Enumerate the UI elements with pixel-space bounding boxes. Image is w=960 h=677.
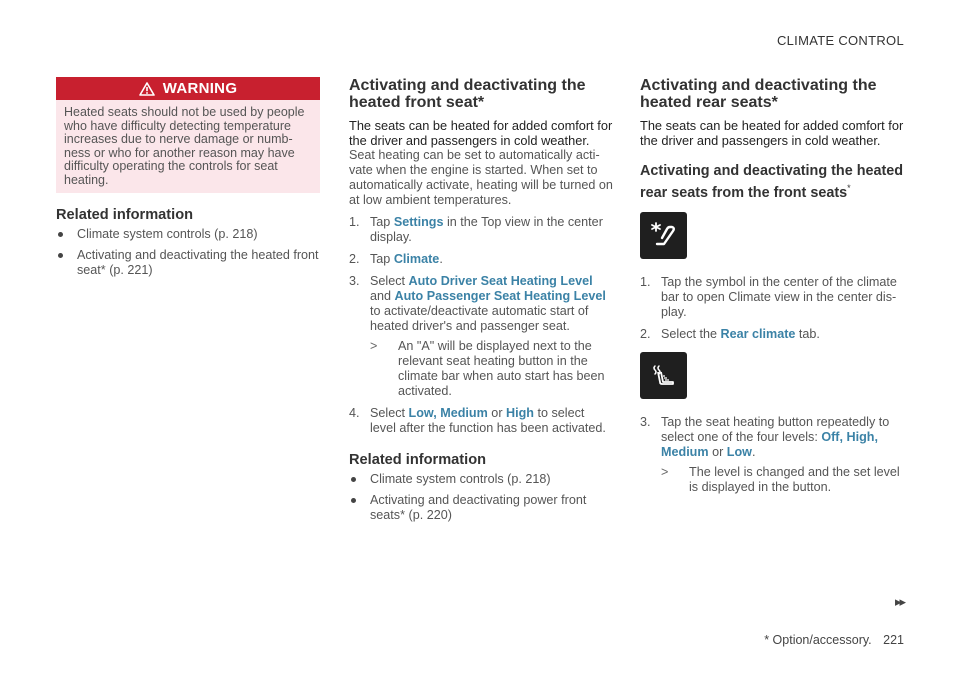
result-text: The level is changed and the set level is displayed in the button.	[689, 464, 900, 494]
ui-term: Auto Driver Seat Heating Level	[408, 274, 593, 288]
section-header: CLIMATE CONTROL	[776, 33, 904, 48]
related-heading: Related information	[349, 452, 487, 468]
warning-title: WARNING	[162, 80, 238, 97]
ui-term: Auto Passenger Seat Heating Level	[394, 289, 606, 303]
step-result	[661, 465, 910, 495]
step-number: 3.	[640, 414, 651, 429]
ui-term: Climate	[393, 252, 440, 266]
column-middle	[349, 77, 613, 529]
ui-term-separator: ,	[839, 429, 847, 444]
step-text: or	[487, 406, 507, 420]
step-3	[640, 415, 910, 495]
warning-triangle-icon	[139, 82, 155, 96]
ui-term: Medium	[661, 444, 709, 459]
next-page-arrows-icon[interactable]: ▸▸	[894, 594, 904, 609]
step-text: Select	[370, 274, 409, 288]
step-result	[370, 339, 613, 399]
step-text: Tap	[370, 215, 394, 229]
step-3	[349, 274, 613, 399]
column-left	[56, 77, 320, 284]
page-number: 221	[883, 633, 904, 647]
step-text: .	[751, 444, 756, 459]
step-text: and	[370, 289, 395, 303]
section-heading: Activating and deactivating the heated front seat*	[349, 77, 586, 111]
related-link[interactable]: Climate system controls (p. 218)	[349, 472, 613, 487]
related-heading: Related information	[56, 207, 194, 223]
step-text: Select	[370, 406, 409, 420]
step-text: to activate/deactivate automatic start of heated driver's and passenger seat.	[370, 304, 589, 333]
ui-term: Rear climate	[720, 326, 796, 341]
step-text: .	[439, 252, 443, 266]
step-1	[640, 275, 910, 320]
step-text: tab.	[795, 326, 820, 341]
body-text: Seat heating can be set to automatically activate when the engine is started. When set to automatically activate, heating will be turned on at low ambient temperatures.	[349, 148, 613, 207]
ui-term: Off	[821, 429, 840, 444]
lead-text: The seats can be heated for added comfort for the driver and passengers in cold weather.	[640, 118, 904, 148]
section-heading: Activating and deactivating the heated rear seats*	[640, 77, 877, 111]
step-text: or	[708, 444, 727, 459]
step-number: 3.	[349, 274, 360, 288]
ui-term-separator: ,	[874, 429, 878, 444]
result-text: An "A" will be displayed next to the relevant seat heating button in the climate bar when auto start has been activated.	[398, 339, 605, 398]
ui-term-separator: ,	[433, 406, 441, 420]
step-1	[349, 215, 613, 245]
related-list	[56, 227, 320, 278]
step-number: 1.	[640, 274, 651, 289]
step-4	[349, 406, 613, 436]
climate-seat-symbol-icon	[640, 212, 687, 259]
related-link[interactable]: Activating and deactivating the heated front seat* (p. 221)	[56, 248, 320, 278]
ui-term: Medium	[440, 406, 488, 420]
related-list	[349, 472, 613, 523]
step-text: Tap the symbol in the center of the climate bar to open Climate view in the center display.	[661, 274, 897, 319]
rear-seat-heating-icon	[640, 352, 687, 399]
step-number: 1.	[349, 215, 360, 229]
step-number: 4.	[349, 406, 360, 420]
step-text: to select level after the function has been activated.	[370, 406, 606, 435]
result-marker: >	[370, 339, 378, 353]
step-text: Tap	[370, 252, 394, 266]
ui-term: Low	[726, 444, 752, 459]
step-text: Select the	[661, 326, 721, 341]
ui-term: Low	[408, 406, 434, 420]
sub-heading: Activating and deactivating the heated rear seats from the front seats*	[640, 163, 904, 201]
step-number: 2.	[349, 252, 360, 266]
step-text: Tap the seat heating button repeatedly to select one of the four levels:	[661, 414, 890, 444]
warning-text: Heated seats should not be used by people who have difficulty detecting temperature increases due to nerve damage or numbness or who for another reason may have difficulty operating the controls for seat heating.	[56, 100, 320, 193]
related-link[interactable]: Climate system controls (p. 218)	[56, 227, 320, 242]
step-2	[349, 252, 613, 267]
step-number: 2.	[640, 326, 651, 341]
related-link[interactable]: Activating and deactivating power front seats* (p. 220)	[349, 493, 613, 523]
page-footer	[764, 633, 904, 647]
ui-term: High	[506, 406, 534, 420]
lead-text: The seats can be heated for added comfort for the driver and passengers in cold weather.	[349, 118, 613, 148]
warning-header	[56, 77, 320, 100]
step-text: in the Top view in the center display.	[370, 215, 603, 244]
ui-term: Settings	[393, 215, 444, 229]
option-footnote: * Option/accessory.	[764, 633, 872, 647]
result-marker: >	[661, 464, 669, 479]
ui-term: High	[846, 429, 875, 444]
step-2	[640, 327, 910, 342]
column-right	[640, 77, 910, 495]
